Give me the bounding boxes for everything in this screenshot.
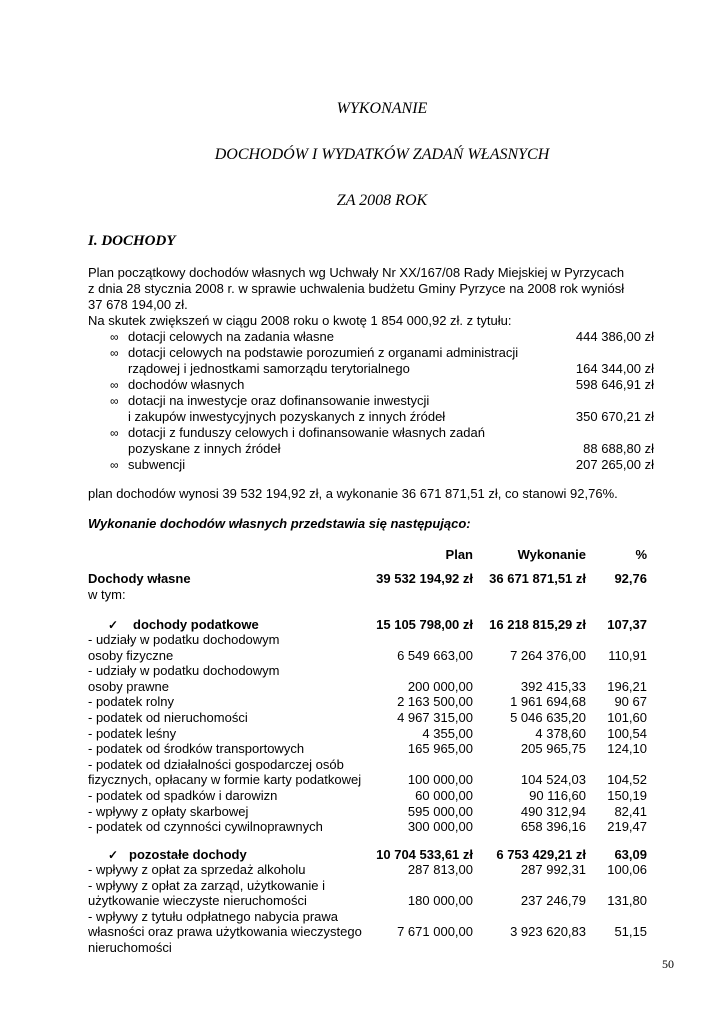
row-wykonanie: 658 396,16 [520, 819, 586, 835]
row-wykonanie: 4 378,60 [535, 725, 586, 741]
row-percent: 90 67 [614, 694, 647, 710]
row-label: osoby prawne [88, 678, 169, 694]
w-tym-row [0, 587, 724, 603]
other-group-plan: 10 704 533,61 zł [376, 847, 473, 862]
row-wykonanie: 7 264 376,00 [510, 647, 586, 663]
row-label: - podatek leśny [88, 725, 177, 741]
w-tym-label: w tym: [88, 587, 126, 602]
tax-group-wykonanie: 16 218 815,29 zł [489, 617, 586, 632]
row-wykonanie: 90 116,60 [529, 788, 586, 803]
increase-line: dotacji celowych na zadania własne [128, 329, 334, 344]
row-percent: 124,10 [607, 741, 647, 757]
table-row [0, 940, 724, 956]
row-plan: 4 967 315,00 [397, 710, 473, 725]
infinity-bullet-icon: ∞ [110, 458, 119, 472]
row-wykonanie: 392 415,33 [520, 678, 586, 694]
row-wykonanie: 5 046 635,20 [510, 710, 586, 725]
table-row [0, 862, 724, 878]
increase-amount: 207 265,00 zł [575, 457, 654, 472]
increase-line: dotacji z funduszy celowych i dofinansowanie własnych zadań [128, 425, 485, 440]
row-plan: 200 000,00 [407, 678, 473, 694]
row-percent: 196,21 [607, 678, 647, 694]
increase-line: dochodów własnych [128, 377, 245, 392]
infinity-bullet-icon: ∞ [110, 330, 119, 344]
checkmark-icon: ✓ [108, 848, 119, 862]
table-row [0, 694, 724, 710]
other-group-label: pozostałe dochody [129, 847, 247, 862]
increase-line-cont: i zakupów inwestycyjnych pozyskanych z innych źródeł [128, 409, 446, 424]
increase-amount: 164 344,00 zł [575, 361, 654, 376]
row-percent: 219,47 [607, 819, 647, 835]
infinity-bullet-icon: ∞ [110, 394, 119, 408]
intro-line-3: 37 678 194,00 zł. [88, 297, 188, 312]
table-row [0, 772, 724, 788]
row-wykonanie: 237 246,79 [520, 893, 586, 909]
header-plan: Plan [445, 547, 473, 562]
intro-line-1: Plan początkowy dochodów własnych wg Uchwały Nr XX/167/08 Rady Miejskiej w Pyrzycach [88, 265, 625, 280]
checkmark-icon: ✓ [108, 618, 119, 632]
page-number: 50 [662, 957, 674, 971]
row-label: - podatek rolny [88, 694, 174, 710]
total-row [0, 571, 724, 587]
tax-group-row [0, 617, 724, 633]
row-wykonanie: 205 965,75 [520, 741, 586, 757]
row-wykonanie: 104 524,03 [520, 772, 586, 788]
table-row [0, 893, 724, 909]
row-wykonanie: 287 992,31 [520, 862, 586, 877]
doc-title-2: DOCHODÓW I WYDATKÓW ZADAŃ WŁASNYCH [214, 146, 550, 163]
table-heading: Wykonanie dochodów własnych przedstawia się następująco: [88, 516, 471, 531]
row-label: - podatek od nieruchomości [88, 710, 248, 725]
tax-group-label: dochody podatkowe [133, 617, 259, 632]
increase-amount: 350 670,21 zł [575, 409, 654, 424]
increase-amount: 88 688,80 zł [583, 441, 654, 456]
row-percent: 110,91 [608, 647, 647, 663]
table-row [0, 788, 724, 804]
infinity-bullet-icon: ∞ [110, 378, 119, 392]
table-row [0, 663, 724, 679]
total-wykonanie: 36 671 871,51 zł [489, 571, 586, 586]
other-group-wykonanie: 6 753 429,21 zł [496, 847, 586, 862]
table-row [0, 804, 724, 820]
table-row [0, 679, 724, 695]
increase-line: dotacji celowych na podstawie porozumień z organami administracji [128, 345, 519, 360]
table-header-row [0, 547, 724, 563]
row-plan: 287 813,00 [407, 862, 473, 877]
row-label: - wpływy z opłaty skarbowej [88, 803, 249, 819]
table-row [0, 648, 724, 664]
row-percent: 82,41 [614, 803, 647, 819]
increase-line: subwencji [128, 457, 186, 472]
row-percent: 100,54 [607, 725, 647, 741]
row-plan: 300 000,00 [407, 819, 473, 835]
intro-line-4: Na skutek zwiększeń w ciągu 2008 roku o kwotę 1 854 000,92 zł. z tytułu: [88, 313, 512, 328]
increase-amount: 598 646,91 zł [575, 377, 654, 392]
tax-group-plan: 15 105 798,00 zł [376, 617, 473, 632]
infinity-bullet-icon: ∞ [110, 346, 119, 360]
table-row [0, 819, 724, 835]
row-label: - podatek od działalności gospodarczej osób [88, 756, 344, 772]
row-plan: 2 163 500,00 [397, 694, 473, 710]
intro-line-2: z dnia 28 stycznia 2008 r. w sprawie uchwalenia budżetu Gminy Pyrzyce na 2008 rok wyniósł [88, 281, 625, 296]
table-row [0, 741, 724, 757]
row-plan: 7 671 000,00 [397, 924, 473, 940]
row-percent: 100,06 [607, 862, 647, 877]
row-percent: 101,60 [607, 710, 647, 725]
row-percent: 150,19 [607, 788, 647, 803]
table-row [0, 632, 724, 648]
row-wykonanie: 1 961 694,68 [510, 694, 586, 710]
total-percent: 92,76 [614, 571, 647, 586]
row-plan: 165 965,00 [407, 741, 473, 757]
increase-amount: 444 386,00 zł [575, 329, 654, 344]
row-label: - udziały w podatku dochodowym [88, 632, 280, 647]
header-wykonanie: Wykonanie [517, 547, 586, 562]
tax-group-percent: 107,37 [607, 617, 647, 632]
row-percent: 104,52 [607, 772, 647, 788]
increase-line: dotacji na inwestycje oraz dofinansowanie inwestycji [128, 393, 430, 408]
row-label: fizycznych, opłacany w formie karty podatkowej [88, 772, 362, 788]
table-row [0, 878, 724, 894]
other-group-percent: 63,09 [614, 847, 647, 862]
header-percent: % [635, 547, 647, 562]
row-plan: 100 000,00 [407, 772, 473, 788]
row-label: - wpływy z opłat za sprzedaż alkoholu [88, 862, 306, 877]
row-plan: 180 000,00 [407, 893, 473, 909]
row-label: - wpływy z opłat za zarząd, użytkowanie i [88, 877, 325, 893]
row-plan: 6 549 663,00 [397, 647, 473, 663]
table-row [0, 757, 724, 773]
row-label: użytkowanie wieczyste nieruchomości [88, 893, 307, 909]
table-row [0, 726, 724, 742]
row-label: - podatek od środków transportowych [88, 741, 305, 757]
row-label: nieruchomości [88, 940, 172, 955]
table-row [0, 710, 724, 726]
summary-line: plan dochodów wynosi 39 532 194,92 zł, a wykonanie 36 671 871,51 zł, co stanowi 92,76%. [88, 486, 618, 501]
other-group-row [0, 847, 724, 863]
row-label: własności oraz prawa użytkowania wieczystego [88, 924, 362, 940]
row-label: - podatek od spadków i darowizn [88, 788, 278, 803]
row-label: - wpływy z tytułu odpłatnego nabycia prawa [88, 908, 339, 924]
row-plan: 60 000,00 [415, 788, 473, 803]
section-title: I. DOCHODY [88, 233, 176, 249]
increase-line-cont: rządowej i jednostkami samorządu terytorialnego [128, 361, 410, 376]
total-plan: 39 532 194,92 zł [376, 571, 473, 586]
row-percent: 51,15 [614, 924, 647, 940]
row-percent: 131,80 [607, 893, 647, 909]
row-label: - udziały w podatku dochodowym [88, 663, 280, 679]
doc-title-1: WYKONANIE [336, 100, 428, 117]
total-label: Dochody własne [88, 571, 191, 586]
infinity-bullet-icon: ∞ [110, 426, 119, 440]
increase-line-cont: pozyskane z innych źródeł [128, 441, 281, 456]
row-label: - podatek od czynności cywilnoprawnych [88, 819, 323, 835]
doc-title-3: ZA 2008 ROK [336, 192, 428, 209]
row-plan: 4 355,00 [422, 725, 473, 741]
row-wykonanie: 3 923 620,83 [510, 924, 586, 940]
row-wykonanie: 490 312,94 [520, 803, 586, 819]
row-plan: 595 000,00 [407, 803, 473, 819]
row-label: osoby fizyczne [88, 647, 174, 663]
table-row [0, 909, 724, 925]
table-row [0, 924, 724, 940]
